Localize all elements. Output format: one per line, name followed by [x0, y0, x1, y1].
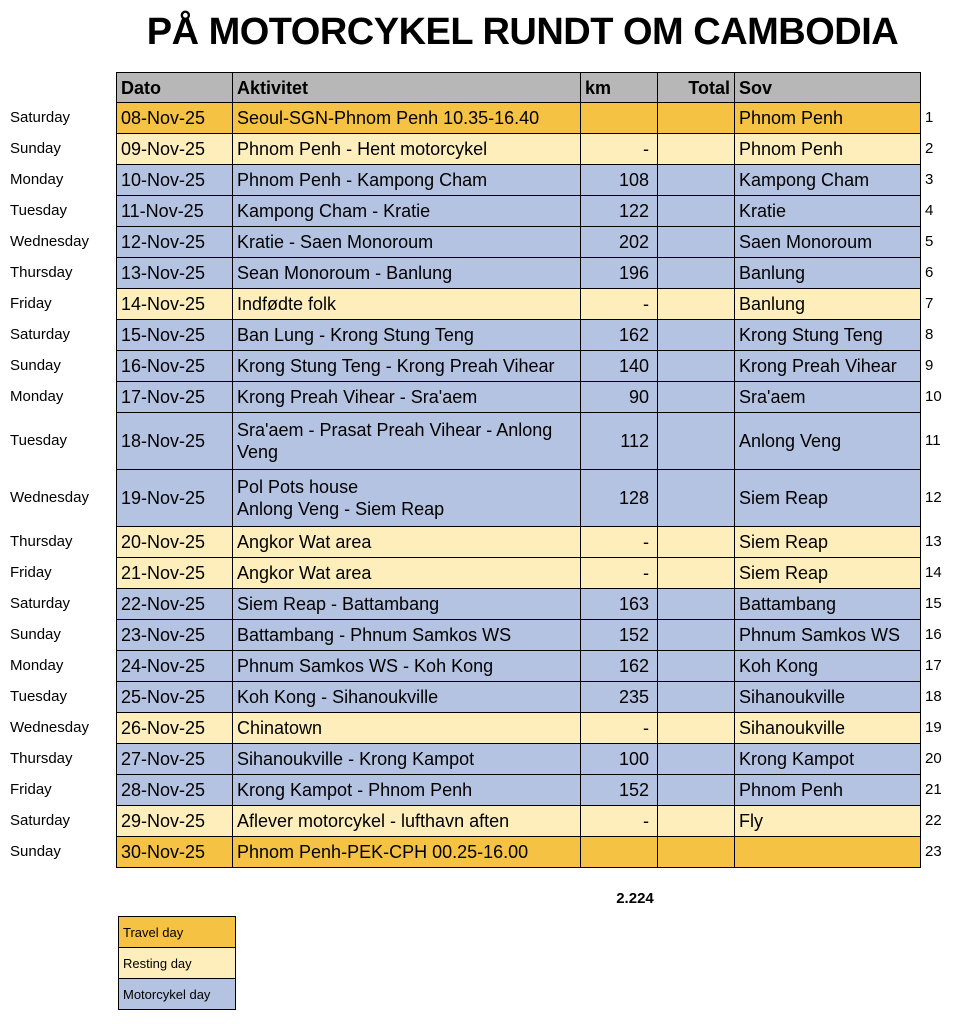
weekday-cell: Friday: [10, 295, 52, 312]
activity-cell: Siem Reap - Battambang: [233, 589, 581, 620]
weekday-cell: Sunday: [10, 843, 61, 860]
date-cell: 26-Nov-25: [117, 713, 233, 744]
date-cell: 09-Nov-25: [117, 134, 233, 165]
schedule-row: [6, 620, 959, 651]
km-cell: 202: [581, 227, 658, 258]
header-aktivitet: Aktivitet: [233, 73, 581, 103]
total-cell: [658, 134, 735, 165]
day-number-cell: 14: [925, 564, 942, 581]
weekday-cell: Monday: [10, 171, 64, 188]
schedule-row: [6, 320, 959, 351]
weekday-cell: Sunday: [10, 626, 61, 643]
day-number-cell: 6: [925, 264, 934, 281]
weekday-cell: Saturday: [10, 812, 71, 829]
km-cell: [581, 837, 658, 868]
weekday-cell: Thursday: [10, 750, 73, 767]
schedule-row: [6, 527, 959, 558]
date-cell: 25-Nov-25: [117, 682, 233, 713]
sleep-cell: Phnom Penh: [735, 134, 921, 165]
km-cell: -: [581, 806, 658, 837]
activity-cell: Krong Preah Vihear - Sra'aem: [233, 382, 581, 413]
total-cell: [658, 682, 735, 713]
day-number-cell: 7: [925, 295, 934, 312]
day-number-cell: 2: [925, 140, 934, 157]
schedule-row: [6, 134, 959, 165]
total-cell: [658, 558, 735, 589]
total-cell: [658, 351, 735, 382]
day-number-cell: 10: [925, 388, 942, 405]
schedule-row: [6, 558, 959, 589]
km-cell: 162: [581, 651, 658, 682]
activity-cell: Sean Monoroum - Banlung: [233, 258, 581, 289]
sleep-cell: Sihanoukville: [735, 682, 921, 713]
total-cell: [658, 620, 735, 651]
schedule-row: [6, 470, 959, 527]
date-cell: 17-Nov-25: [117, 382, 233, 413]
total-cell: [658, 413, 735, 470]
schedule-row: [6, 413, 959, 470]
schedule-row: [6, 289, 959, 320]
activity-cell: Phnom Penh - Kampong Cham: [233, 165, 581, 196]
schedule-body: [6, 73, 959, 868]
total-cell: [658, 837, 735, 868]
activity-cell: Kampong Cham - Kratie: [233, 196, 581, 227]
km-cell: 152: [581, 620, 658, 651]
total-cell: [658, 103, 735, 134]
date-cell: 15-Nov-25: [117, 320, 233, 351]
weekday-cell: Saturday: [10, 109, 71, 126]
weekday-cell: Monday: [10, 388, 64, 405]
activity-cell: Aflever motorcykel - lufthavn aften: [233, 806, 581, 837]
weekday-cell: Wednesday: [10, 233, 89, 250]
km-cell: 122: [581, 196, 658, 227]
total-cell: [658, 806, 735, 837]
km-cell: 162: [581, 320, 658, 351]
day-number-cell: 3: [925, 171, 934, 188]
km-cell: -: [581, 289, 658, 320]
schedule-row: [6, 713, 959, 744]
activity-cell: Phnom Penh - Hent motorcykel: [233, 134, 581, 165]
date-cell: 19-Nov-25: [117, 470, 233, 527]
nr-header-spacer: [921, 73, 959, 103]
activity-cell: Kratie - Saen Monoroum: [233, 227, 581, 258]
km-cell: 100: [581, 744, 658, 775]
total-cell: [658, 258, 735, 289]
activity-cell: Ban Lung - Krong Stung Teng: [233, 320, 581, 351]
date-cell: 10-Nov-25: [117, 165, 233, 196]
activity-cell: Krong Kampot - Phnom Penh: [233, 775, 581, 806]
km-cell: 196: [581, 258, 658, 289]
day-number-cell: 18: [925, 688, 942, 705]
sleep-cell: Krong Preah Vihear: [735, 351, 921, 382]
date-cell: 29-Nov-25: [117, 806, 233, 837]
km-cell: -: [581, 527, 658, 558]
total-cell: [658, 589, 735, 620]
sleep-cell: Kampong Cham: [735, 165, 921, 196]
date-cell: 21-Nov-25: [117, 558, 233, 589]
date-cell: 14-Nov-25: [117, 289, 233, 320]
schedule-row: [6, 837, 959, 868]
schedule-row: [6, 165, 959, 196]
header-sov: Sov: [735, 73, 921, 103]
total-cell: [658, 289, 735, 320]
sleep-cell: Battambang: [735, 589, 921, 620]
total-cell: [658, 775, 735, 806]
weekday-cell: Sunday: [10, 357, 61, 374]
date-cell: 13-Nov-25: [117, 258, 233, 289]
page-title: PÅ MOTORCYKEL RUNDT OM CAMBODIA: [146, 11, 899, 53]
km-cell: [581, 103, 658, 134]
day-number-cell: 19: [925, 719, 942, 736]
sleep-cell: Sra'aem: [735, 382, 921, 413]
sleep-cell: Sihanoukville: [735, 713, 921, 744]
km-cell: -: [581, 558, 658, 589]
sleep-cell: Anlong Veng: [735, 413, 921, 470]
weekday-header-spacer: [6, 73, 117, 103]
activity-cell: Phnom Penh-PEK-CPH 00.25-16.00: [233, 837, 581, 868]
total-cell: [658, 227, 735, 258]
schedule-row: [6, 103, 959, 134]
activity-cell: Sra'aem - Prasat Preah Vihear - Anlong Veng: [233, 413, 581, 470]
day-number-cell: 21: [925, 781, 942, 798]
date-cell: 11-Nov-25: [117, 196, 233, 227]
weekday-cell: Friday: [10, 564, 52, 581]
activity-cell: Sihanoukville - Krong Kampot: [233, 744, 581, 775]
km-cell: 163: [581, 589, 658, 620]
sleep-cell: Phnum Samkos WS: [735, 620, 921, 651]
sleep-cell: Siem Reap: [735, 558, 921, 589]
total-cell: [658, 196, 735, 227]
total-cell: [658, 470, 735, 527]
km-cell: -: [581, 713, 658, 744]
date-cell: 20-Nov-25: [117, 527, 233, 558]
date-cell: 28-Nov-25: [117, 775, 233, 806]
total-cell: [658, 713, 735, 744]
schedule-row: [6, 196, 959, 227]
date-cell: 30-Nov-25: [117, 837, 233, 868]
activity-cell: Seoul-SGN-Phnom Penh 10.35-16.40: [233, 103, 581, 134]
day-number-cell: 13: [925, 533, 942, 550]
weekday-cell: Wednesday: [10, 489, 89, 506]
schedule-row: [6, 775, 959, 806]
legend-motorcykel-day: Motorcykel day: [119, 979, 236, 1010]
km-cell: 108: [581, 165, 658, 196]
weekday-cell: Wednesday: [10, 719, 89, 736]
day-number-cell: 22: [925, 812, 942, 829]
schedule-row: [6, 382, 959, 413]
date-cell: 22-Nov-25: [117, 589, 233, 620]
day-number-cell: 20: [925, 750, 942, 767]
date-cell: 12-Nov-25: [117, 227, 233, 258]
schedule-row: [6, 651, 959, 682]
km-cell: 128: [581, 470, 658, 527]
schedule-row: [6, 682, 959, 713]
sleep-cell: Banlung: [735, 258, 921, 289]
schedule-row: [6, 589, 959, 620]
date-cell: 16-Nov-25: [117, 351, 233, 382]
km-cell: 140: [581, 351, 658, 382]
total-cell: [658, 165, 735, 196]
day-number-cell: 11: [925, 432, 941, 449]
sleep-cell: Saen Monoroum: [735, 227, 921, 258]
activity-cell: Krong Stung Teng - Krong Preah Vihear: [233, 351, 581, 382]
activity-cell: Battambang - Phnum Samkos WS: [233, 620, 581, 651]
sleep-cell: Kratie: [735, 196, 921, 227]
legend-travel-day: Travel day: [119, 917, 236, 948]
schedule-row: [6, 258, 959, 289]
day-number-cell: 1: [925, 109, 934, 126]
header-dato: Dato: [117, 73, 233, 103]
header-row: [6, 73, 959, 103]
km-cell: 112: [581, 413, 658, 470]
km-cell: 90: [581, 382, 658, 413]
activity-cell: Pol Pots house Anlong Veng - Siem Reap: [233, 470, 581, 527]
weekday-cell: Saturday: [10, 595, 71, 612]
sleep-cell: Phnom Penh: [735, 775, 921, 806]
header-km: km: [581, 73, 658, 103]
legend-resting-day: Resting day: [119, 948, 236, 979]
date-cell: 24-Nov-25: [117, 651, 233, 682]
sleep-cell: Krong Stung Teng: [735, 320, 921, 351]
total-cell: [658, 651, 735, 682]
activity-cell: Chinatown: [233, 713, 581, 744]
day-number-cell: 4: [925, 202, 934, 219]
total-cell: [658, 320, 735, 351]
weekday-cell: Thursday: [10, 533, 73, 550]
km-cell: -: [581, 134, 658, 165]
weekday-cell: Monday: [10, 657, 64, 674]
weekday-cell: Friday: [10, 781, 52, 798]
date-cell: 18-Nov-25: [117, 413, 233, 470]
activity-cell: Phnum Samkos WS - Koh Kong: [233, 651, 581, 682]
weekday-cell: Saturday: [10, 326, 71, 343]
total-cell: [658, 527, 735, 558]
date-cell: 23-Nov-25: [117, 620, 233, 651]
sleep-cell: Koh Kong: [735, 651, 921, 682]
sleep-cell: Phnom Penh: [735, 103, 921, 134]
day-number-cell: 16: [925, 626, 942, 643]
date-cell: 08-Nov-25: [117, 103, 233, 134]
day-number-cell: 12: [925, 489, 942, 506]
weekday-cell: Tuesday: [10, 432, 67, 449]
activity-cell: Koh Kong - Sihanoukville: [233, 682, 581, 713]
schedule-table: [6, 72, 959, 868]
total-cell: [658, 744, 735, 775]
weekday-cell: Thursday: [10, 264, 73, 281]
activity-cell: Angkor Wat area: [233, 527, 581, 558]
weekday-cell: Sunday: [10, 140, 61, 157]
day-number-cell: 23: [925, 843, 942, 860]
sleep-cell: Banlung: [735, 289, 921, 320]
activity-cell: Angkor Wat area: [233, 558, 581, 589]
km-cell: 152: [581, 775, 658, 806]
sleep-cell: [735, 837, 921, 868]
total-cell: [658, 382, 735, 413]
day-number-cell: 17: [925, 657, 942, 674]
sleep-cell: Siem Reap: [735, 527, 921, 558]
schedule-row: [6, 351, 959, 382]
header-total: Total: [658, 73, 735, 103]
schedule-row: [6, 744, 959, 775]
weekday-cell: Tuesday: [10, 202, 67, 219]
sleep-cell: Krong Kampot: [735, 744, 921, 775]
km-cell: 235: [581, 682, 658, 713]
date-cell: 27-Nov-25: [117, 744, 233, 775]
day-number-cell: 5: [925, 233, 934, 250]
total-km: 2.224: [616, 890, 654, 907]
schedule-row: [6, 227, 959, 258]
activity-cell: Indfødte folk: [233, 289, 581, 320]
day-number-cell: 9: [925, 357, 934, 374]
weekday-cell: Tuesday: [10, 688, 67, 705]
day-number-cell: 8: [925, 326, 934, 343]
sleep-cell: Siem Reap: [735, 470, 921, 527]
legend: [118, 916, 236, 1010]
day-number-cell: 15: [925, 595, 942, 612]
sleep-cell: Fly: [735, 806, 921, 837]
schedule-row: [6, 806, 959, 837]
